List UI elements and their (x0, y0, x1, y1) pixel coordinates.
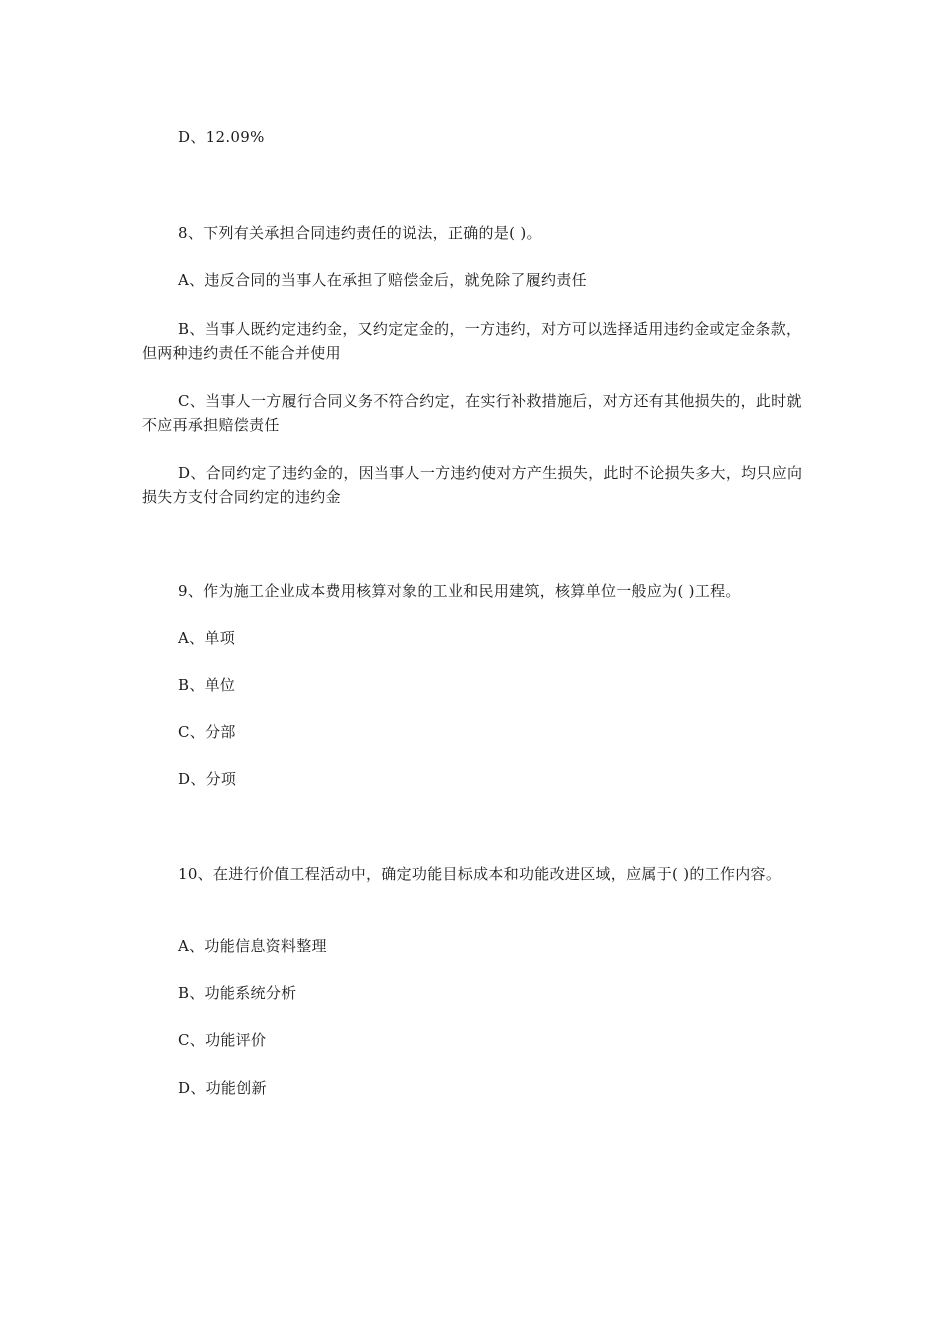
prev-question-option-d: D、12.09% (178, 128, 265, 146)
question-10-stem: 10、在进行价值工程活动中，确定功能目标成本和功能改进区域，应属于( )的工作内容。 (178, 865, 782, 883)
question-8-option-d: D、合同约定了违约金的，因当事人一方违约使对方产生损失，此时不论损失多大，均只应向损失方支付合同约定的违约金 (142, 464, 803, 506)
question-9-option-a: A、单项 (178, 629, 236, 647)
question-8-option-b: B、当事人既约定违约金，又约定定金的，一方违约，对方可以选择适用违约金或定金条款，但两种违约责任不能合并使用 (142, 320, 802, 362)
question-8-stem: 8、下列有关承担合同违约责任的说法，正确的是( )。 (178, 224, 542, 242)
question-10-option-b: B、功能系统分析 (178, 984, 297, 1002)
question-9-option-d: D、分项 (178, 770, 237, 788)
question-8-option-c: C、当事人一方履行合同义务不符合约定，在实行补救措施后，对方还有其他损失的，此时就不应再承担赔偿责任 (142, 392, 802, 434)
question-9-option-c: C、分部 (178, 723, 236, 741)
question-8-option-a: A、违反合同的当事人在承担了赔偿金后，就免除了履约责任 (178, 271, 587, 289)
question-10-option-c: C、功能评价 (178, 1031, 267, 1049)
question-10-option-a: A、功能信息资料整理 (178, 937, 327, 955)
question-9-stem: 9、作为施工企业成本费用核算对象的工业和民用建筑，核算单位一般应为( )工程。 (178, 582, 741, 600)
question-10-option-d: D、功能创新 (178, 1079, 267, 1097)
question-9-option-b: B、单位 (178, 676, 236, 694)
